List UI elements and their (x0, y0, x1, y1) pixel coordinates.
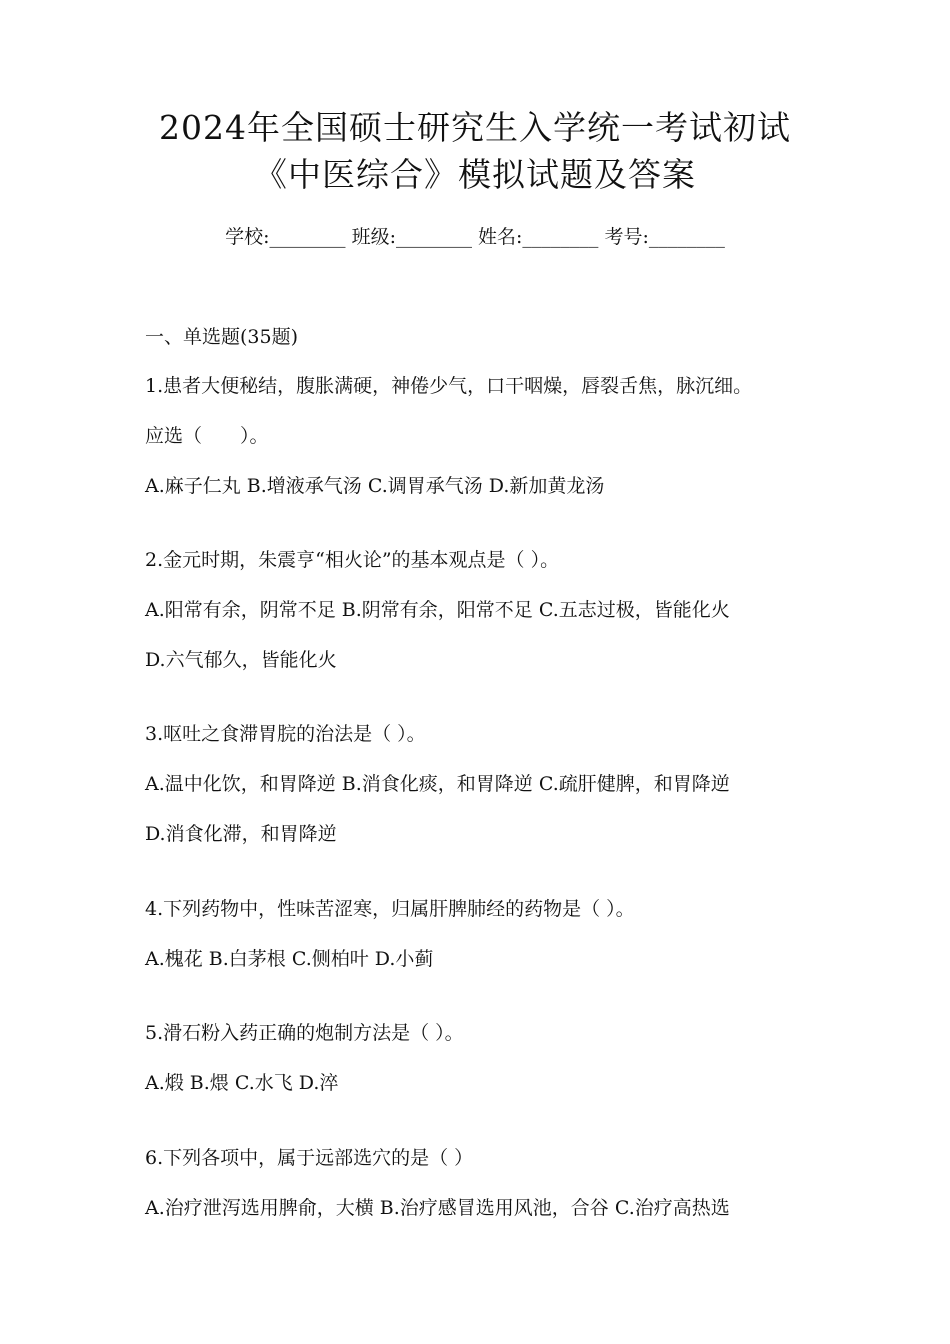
question-1-stem-line-1: 1.患者大便秘结，腹胀满硬，神倦少气，口干咽燥，唇裂舌焦，脉沉细。 (145, 375, 753, 397)
section-heading: 一、单选题(35题) (145, 326, 299, 348)
question-2-options-line-2: D.六气郁久，皆能化火 (145, 649, 337, 671)
title-line-2: 《中医综合》模拟试题及答案 (254, 155, 696, 194)
question-3-options-line-2: D.消食化滞，和胃降逆 (145, 823, 337, 845)
question-3-stem: 3.呕吐之食滞胃脘的治法是（ ）。 (145, 723, 426, 745)
question-5-stem: 5.滑石粉入药正确的炮制方法是（ ）。 (145, 1022, 464, 1044)
question-4-stem: 4.下列药物中，性味苦涩寒，归属肝脾肺经的药物是（ ）。 (145, 898, 635, 920)
question-6-stem: 6.下列各项中，属于远部选穴的是（ ） (145, 1147, 474, 1169)
question-1-stem-line-2: 应选（ ）。 (145, 425, 269, 447)
question-2-options-line-1: A.阳常有余，阴常不足 B.阴常有余，阳常不足 C.五志过极，皆能化火 (145, 599, 730, 621)
question-6-options-line-1: A.治疗泄泻选用脾俞，大横 B.治疗感冒选用风池，合谷 C.治疗高热选 (145, 1197, 730, 1219)
question-4-options: A.槐花 B.白茅根 C.侧柏叶 D.小蓟 (145, 948, 434, 970)
question-3-options-line-1: A.温中化饮，和胃降逆 B.消食化痰，和胃降逆 C.疏肝健脾，和胃降逆 (145, 773, 730, 795)
student-info-line: 学校:________ 班级:________ 姓名:________ 考号:________ (225, 226, 725, 248)
question-5-options: A.煅 B.煨 C.水飞 D.淬 (145, 1072, 339, 1094)
title-line-1: 2024年全国硕士研究生入学统一考试初试 (159, 108, 791, 147)
question-1-options: A.麻子仁丸 B.增液承气汤 C.调胃承气汤 D.新加黄龙汤 (145, 475, 605, 497)
question-2-stem: 2.金元时期，朱震亨“相火论”的基本观点是（ ）。 (145, 549, 560, 571)
